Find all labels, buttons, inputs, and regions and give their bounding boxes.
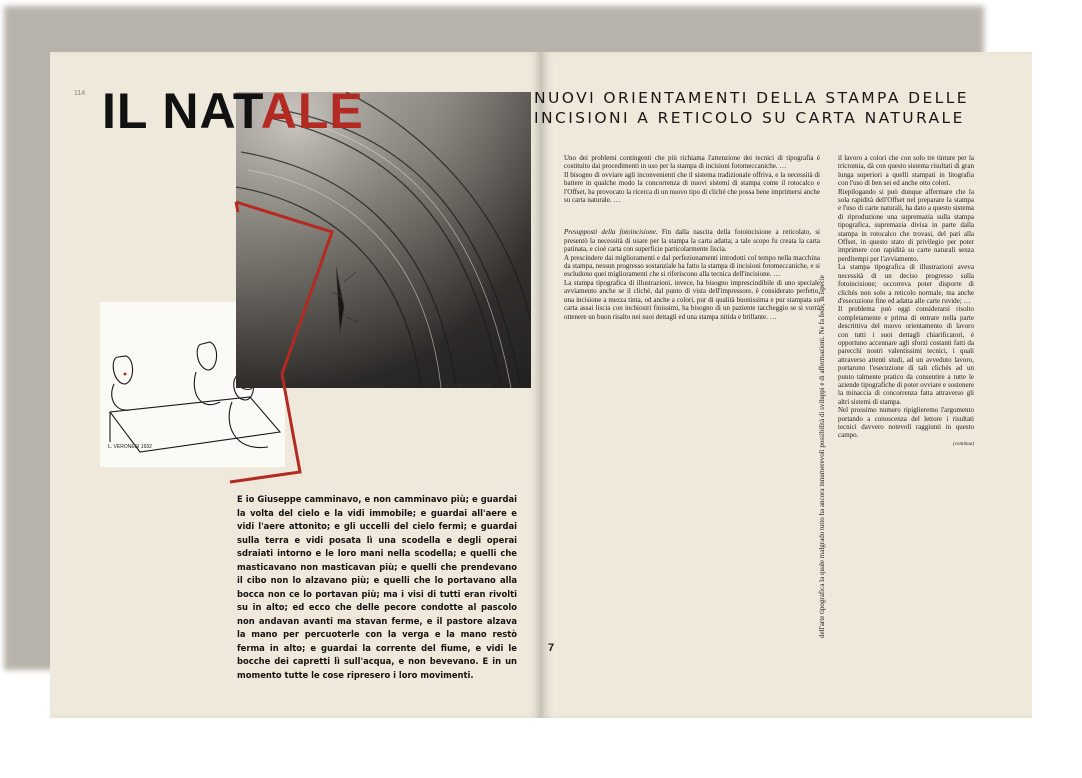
red-zigzag-line — [50, 52, 541, 718]
section-gap — [564, 204, 820, 228]
vertical-text-line: dell'arte tipografica la quale malgrado tutto ha ancora innumerevoli possibilità di sviluppi e di affermazioni. Ne fa fede, in ispecie — [818, 275, 826, 638]
folio-number: 114 — [74, 90, 86, 97]
paragraph: Il bisogno di ovviare agli inconvenienti che il sistema tradizionale offriva, e la necessità di battere in qualche modo la concorrenza di nuovi sistemi di stampa come il rotocalco e l'Offset, ha provocato la ricerca di un nuovo tipo di cliché che possa bene imprimersi anche su carta naturale. … — [564, 170, 820, 205]
article-column-1 — [564, 154, 820, 321]
left-page — [50, 52, 541, 718]
paragraph: La stampa tipografica di illustrazioni aveva necessità di un deciso progresso sulla fotoincisione; occorreva poter disporre di clichés non solo a reticolo normale, ma anche d'esecuzione fine ed adatta alle carte ruvide; … — [838, 263, 974, 305]
paragraph: A prescindere dai miglioramenti e dal perfezionamenti introdotti col tempo nella macchina da stampa, nessun progresso sostanziale ha fatto la stampa di incisioni fotomeccaniche, e si escludono quei miglioramenti che si riferiscono alla tecnica dell'incisione. … — [564, 253, 820, 279]
artist-signature: L. VERONESI 1932 — [108, 444, 152, 450]
paragraph: il lavoro a colori che con solo tre tinture per la tricromia, dà con questo sistema risultati di gran lunga superiori a quelli stampati in litografia con l'uso di ben sei ed anche otto colori. — [838, 154, 974, 188]
paragraph: Nel prossimo numero ripiglieremo l'argomento portando a conoscenza del lettore i risultati tecnici davvero notevoli raggiunti in questo campo. — [838, 406, 974, 440]
title-black-part: IL NAT — [102, 83, 261, 139]
section-lead: Presupposti della fotoincisione. — [564, 228, 658, 237]
paragraph: Riepilogando si può dunque affermare che la sola rapidità dell'Offset nel preparare la stampa e l'uso di carte naturali, ha dato a questo sistema di riproduzione una supremazia sulla stampa tipografica, supremazia divisa in parte dalla stampa in rotocalco che trovasi, del pari alla Offset, in questo stato di privilegio per poter imprimere con rapidità su carte naturali senza perditempi per l'avviamento. — [838, 187, 974, 263]
continued-note: (continua) — [953, 441, 974, 447]
article-column-2 — [838, 154, 974, 449]
title-red-part: ALE — [260, 83, 364, 139]
section-text: Fin dalla nascita della fotoincisione a reticolato, si presentò la necessità di usare per la stampa la carta adatta; a tale scopo fu creata la carta patinata, e cioè carta con superficie particolarmente liscia. — [564, 228, 820, 254]
paragraph: Uno dei problemi contingenti che più richiama l'attenzione dei tecnici di tipografia è costituito dai procedimenti in uso per la stampa di incisioni fotomeccaniche. … — [564, 154, 820, 171]
article-title-line-1: NUOVI ORIENTAMENTI DELLA STAMPA DELLE — [534, 89, 969, 107]
article-title — [534, 88, 974, 128]
paragraph: Il problema può oggi considerarsi risolto completamente e prima di entrare nella parte descrittiva del nuovo orientamento di lavoro con tutti i suoi dettagli chiarificatori, è opportuno accennare agli sforzi costanti fatti da parecchi nostri valentissimi tecnici, i quali attraverso attenti studi, ad un avveduto lavoro, portarono l'esecuzione di tali clichés ad un punto talmente pratico da consentire a tutte le aziende tipografiche di poter ovviare e sostenere la minaccia di concorrenza fatta attraverso gli altri sistemi di stampa. — [838, 305, 974, 406]
poem-paragraph: E io Giuseppe camminavo, e non camminavo più; e guardai la volta del cielo e la vidi immobile; e guardai all'aere e vidi l'aere attonito; e gli uccelli del cielo fermi; e guardai sulla terra e vidi posata lì una scodella e degli operai sdraiati intorno e le loro mani nella scodella; e quelli che masticavano non masticavan più; e quelli che prendevano il cibo non lo alzavano più; e quelli che lo portavano alla bocca non ce lo portavan più; ma i visi di tutti eran rivolti su in alto; ed ecco che delle pecore condotte al pascolo non andavan avanti ma stavan ferme, e il pastore alzava la mano per percuoterle con la verga e la mano restò ferma in alto; e guardai la corrente del fiume, e vidi le bocche dei capretti lì sull'acqua, e non bevevano. E in un momento tutte le cose ripresero i loro movimenti. — [237, 494, 517, 680]
paragraph — [564, 228, 820, 253]
paragraph: La stampa tipografica di illustrazioni, invece, ha bisogno imprescindibile di uno speciale avviamento anche se il cliché, dal punto di vista dell'impressore, è considerato perfetto, una incisione a mezza tinta, od anche a colori, pur di qualità buonissima e pur stampata su carta assai liscia con inchiostri finissimi, ha bisogno di un paziente taccheggio se si vorrà ottenere un buon risalto nei suoi dettagli ed una stampa nitida e brillante. … — [564, 278, 820, 321]
page-number: 7 — [548, 642, 555, 654]
article-title-line-2: INCISIONI A RETICOLO SU CARTA NATURALE — [534, 109, 965, 127]
photo-credit: Fotografia di Hein Gorny — [442, 383, 492, 388]
